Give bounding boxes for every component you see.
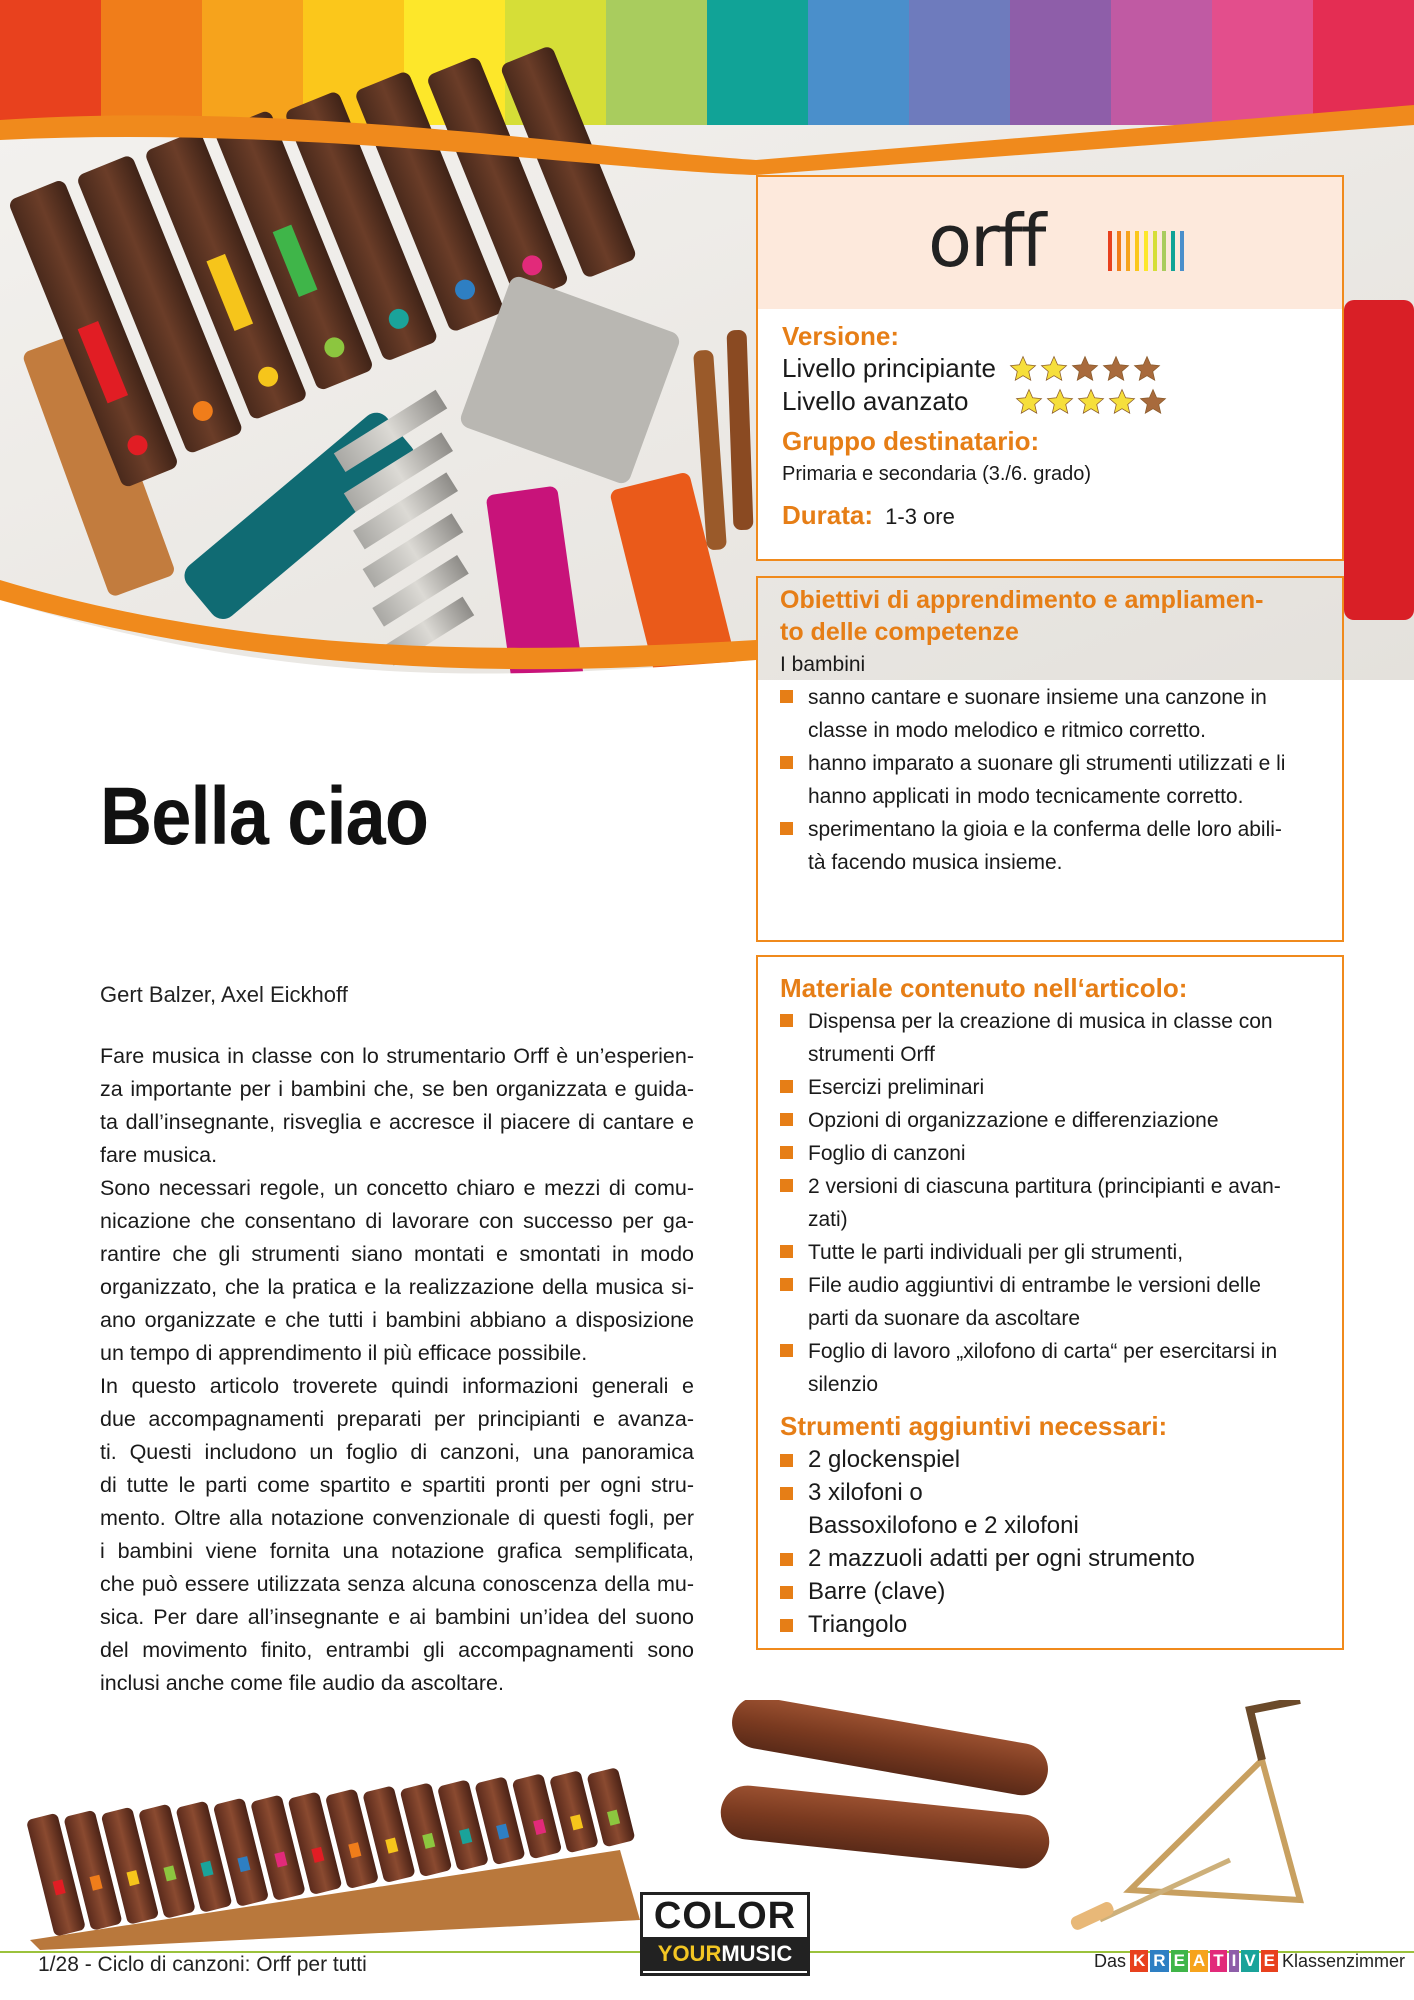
brand-letter: V: [1241, 1950, 1258, 1972]
intro-line: sica. Per dare all’insegnante e ai bambini un’idea del suono: [100, 1605, 694, 1629]
brand-pre: Das: [1094, 1950, 1127, 1971]
intro-line: un tempo di apprendimento il più efficace possibile.: [100, 1341, 588, 1365]
star-empty-icon: [1070, 354, 1100, 384]
level-advanced-row: [782, 385, 1318, 418]
material-item-line: Dispensa per la creazione di musica in classe con: [808, 1010, 1273, 1033]
orff-logo: orff: [928, 199, 1045, 283]
material-item-line: Foglio di lavoro „xilofono di carta“ per esercitarsi in: [808, 1340, 1278, 1363]
objective-item-line: sanno cantare e suonare insieme una canzone in: [808, 686, 1267, 709]
objectives-title-line1: Obiettivi di apprendimento e ampliamen-: [780, 586, 1264, 614]
brand-post: Klassenzimmer: [1282, 1950, 1406, 1971]
tool-item-line: 2 glockenspiel: [808, 1446, 961, 1473]
material-item: [780, 1005, 1320, 1071]
materials-title: Materiale contenuto nell‘articolo:: [780, 973, 1188, 1003]
durata-row: [782, 500, 1318, 531]
material-item-line: File audio aggiuntivi di entrambe le versioni delle: [808, 1274, 1261, 1297]
material-item-line: Tutte le parti individuali per gli strumenti,: [808, 1241, 1184, 1264]
tool-item: [780, 1443, 1320, 1476]
tool-item-line: 2 mazzuoli adatti per ogni strumento: [808, 1545, 1195, 1572]
material-item-line: zati): [808, 1208, 848, 1231]
intro-line: organizzato, che la pratica e la realizzazione della musica si-: [100, 1275, 694, 1299]
level-advanced-stars: [1014, 387, 1168, 417]
objectives-intro: I bambini: [780, 653, 866, 676]
material-item-line: Opzioni di organizzazione e differenziazione: [808, 1109, 1219, 1132]
footer-page-info: 1/28 - Ciclo di canzoni: Orff per tutti: [38, 1953, 367, 1976]
star-empty-icon: [1132, 354, 1162, 384]
brand-letter: E: [1171, 1950, 1188, 1972]
objective-item: [780, 681, 1320, 747]
tool-item-line: Barre (clave): [808, 1578, 946, 1605]
level-beginner-stars: [1008, 354, 1162, 384]
objective-item: [780, 813, 1320, 879]
level-beginner-label: Livello principiante: [782, 353, 996, 383]
intro-line: del movimento finito, entrambi gli accompagnamenti sono: [100, 1638, 694, 1662]
material-item-line: Foglio di canzoni: [808, 1142, 966, 1165]
tool-item: [780, 1542, 1320, 1575]
cym-logo-your: YOUR: [657, 1941, 722, 1966]
intro-line: Fare musica in classe con lo strumentario Orff è un’esperien-: [100, 1044, 694, 1068]
objective-item: [780, 747, 1320, 813]
page-title: Bella ciao: [100, 771, 429, 862]
cym-logo-music: MUSIC: [721, 1941, 793, 1966]
objective-item-line: hanno imparato a suonare gli strumenti utilizzati e li: [808, 752, 1286, 775]
objective-item-line: tà facendo musica insieme.: [808, 851, 1063, 874]
intro-line: che può essere utilizzata senza alcuna conoscenza della mu-: [100, 1572, 694, 1596]
materials-list: [780, 1005, 1320, 1401]
brand-letter: R: [1150, 1950, 1168, 1972]
intro-line: rantire che gli strumenti siano montati e smontati in modo: [100, 1242, 694, 1266]
materials-box: [756, 955, 1344, 1650]
intro-line: ta dall’insegnante, risveglia e accresce il piacere di cantare e: [100, 1110, 694, 1134]
durata-value: 1-3 ore: [885, 504, 955, 529]
star-filled-icon: [1045, 387, 1075, 417]
star-empty-icon: [1101, 354, 1131, 384]
orff-logo-bar: [1171, 231, 1175, 271]
gruppo-label: Gruppo destinatario:: [782, 426, 1040, 456]
durata-label: Durata:: [782, 500, 874, 530]
brand-letter: K: [1130, 1950, 1148, 1972]
brand-letter: I: [1229, 1950, 1240, 1972]
material-item-line: 2 versioni di ciascuna partitura (principianti e avan-: [808, 1175, 1281, 1198]
tool-item-line: 3 xilofoni o: [808, 1479, 923, 1506]
orff-logo-bar: [1126, 231, 1130, 271]
intro-line: Sono necessari regole, un concetto chiaro e mezzi di comu-: [100, 1176, 694, 1200]
authors: Gert Balzer, Axel Eickhoff: [100, 982, 348, 1007]
orff-logo-bars: [1108, 231, 1184, 271]
kreative-klassenzimmer-logo: [1094, 1950, 1405, 1972]
gruppo-value: Primaria e secondaria (3./6. grado): [782, 463, 1092, 485]
objective-item-line: hanno applicati in modo tecnicamente corretto.: [808, 785, 1244, 808]
material-item-line: parti da suonare da ascoltare: [808, 1307, 1081, 1330]
tool-item: [780, 1575, 1320, 1608]
intro-line: ano organizzate e che tutti i bambini abbiano a disposizione: [100, 1308, 694, 1332]
orff-logo-bar: [1162, 231, 1166, 271]
cym-logo-top: COLOR: [653, 1895, 797, 1937]
material-item-line: silenzio: [808, 1373, 879, 1396]
intro-line: inclusi anche come file audio da ascoltare.: [100, 1671, 504, 1695]
cym-logo-bottom: [643, 1937, 807, 1971]
objectives-list: [780, 681, 1320, 879]
material-item: [780, 1236, 1320, 1269]
brand-letter: T: [1210, 1950, 1226, 1972]
orff-logo-bar: [1135, 231, 1139, 271]
star-filled-icon: [1014, 387, 1044, 417]
tool-item-line: Bassoxilofono e 2 xilofoni: [808, 1512, 1079, 1539]
objectives-box: [756, 576, 1344, 942]
tools-list: [780, 1443, 1320, 1641]
star-filled-icon: [1039, 354, 1069, 384]
color-your-music-logo: [640, 1892, 810, 1976]
level-beginner-row: [782, 352, 1318, 385]
orff-logo-bar: [1144, 231, 1148, 271]
tool-item: [780, 1608, 1320, 1641]
intro-line: nicazione che consentano di lavorare con successo per ga-: [100, 1209, 694, 1233]
intro-line: mento. Oltre alla notazione convenzionale di questi fogli, per: [100, 1506, 694, 1530]
tool-item: [780, 1476, 1320, 1542]
material-item: [780, 1071, 1320, 1104]
objective-item-line: sperimentano la gioia e la conferma delle loro abili-: [808, 818, 1282, 841]
orff-info-box: [756, 175, 1344, 561]
orff-logo-bar: [1180, 231, 1184, 271]
material-item: [780, 1104, 1320, 1137]
tools-title: Strumenti aggiuntivi necessari:: [780, 1411, 1168, 1441]
material-item: [780, 1269, 1320, 1335]
material-item-line: Esercizi preliminari: [808, 1076, 985, 1099]
orff-logo-bar: [1153, 231, 1157, 271]
intro-line: ti. Questi includono un foglio di canzoni, una panoramica: [100, 1440, 694, 1464]
intro-line: di tutte le parti come spartito e spartiti pronti per ogni stru-: [100, 1473, 694, 1497]
versione-label: Versione:: [782, 321, 900, 351]
star-empty-icon: [1138, 387, 1168, 417]
star-filled-icon: [1008, 354, 1038, 384]
intro-line: fare musica.: [100, 1143, 218, 1167]
intro-line: i bambini viene fornita una notazione grafica semplificata,: [100, 1539, 694, 1563]
material-item: [780, 1137, 1320, 1170]
intro-line: In questo articolo troverete quindi informazioni generali e: [100, 1374, 694, 1398]
brand-letter: E: [1261, 1950, 1278, 1972]
star-filled-icon: [1107, 387, 1137, 417]
brand-kreative-letters: [1130, 1950, 1278, 1972]
orff-logo-header: [758, 177, 1342, 309]
objective-item-line: classe in modo melodico e ritmico corretto.: [808, 719, 1206, 742]
level-advanced-label: Livello avanzato: [782, 386, 969, 416]
intro-line: za importante per i bambini che, se ben organizzata e guida-: [100, 1077, 694, 1101]
intro-text: [100, 1040, 694, 1700]
material-item-line: strumenti Orff: [808, 1043, 935, 1066]
orff-logo-bar: [1117, 231, 1121, 271]
objectives-title-line2: to delle competenze: [780, 618, 1019, 646]
star-filled-icon: [1076, 387, 1106, 417]
material-item: [780, 1335, 1320, 1401]
intro-line: due accompagnamenti preparati per principianti e avanza-: [100, 1407, 694, 1431]
orff-logo-bar: [1108, 231, 1112, 271]
material-item: [780, 1170, 1320, 1236]
brand-letter: A: [1190, 1950, 1208, 1972]
tool-item-line: Triangolo: [808, 1611, 908, 1638]
